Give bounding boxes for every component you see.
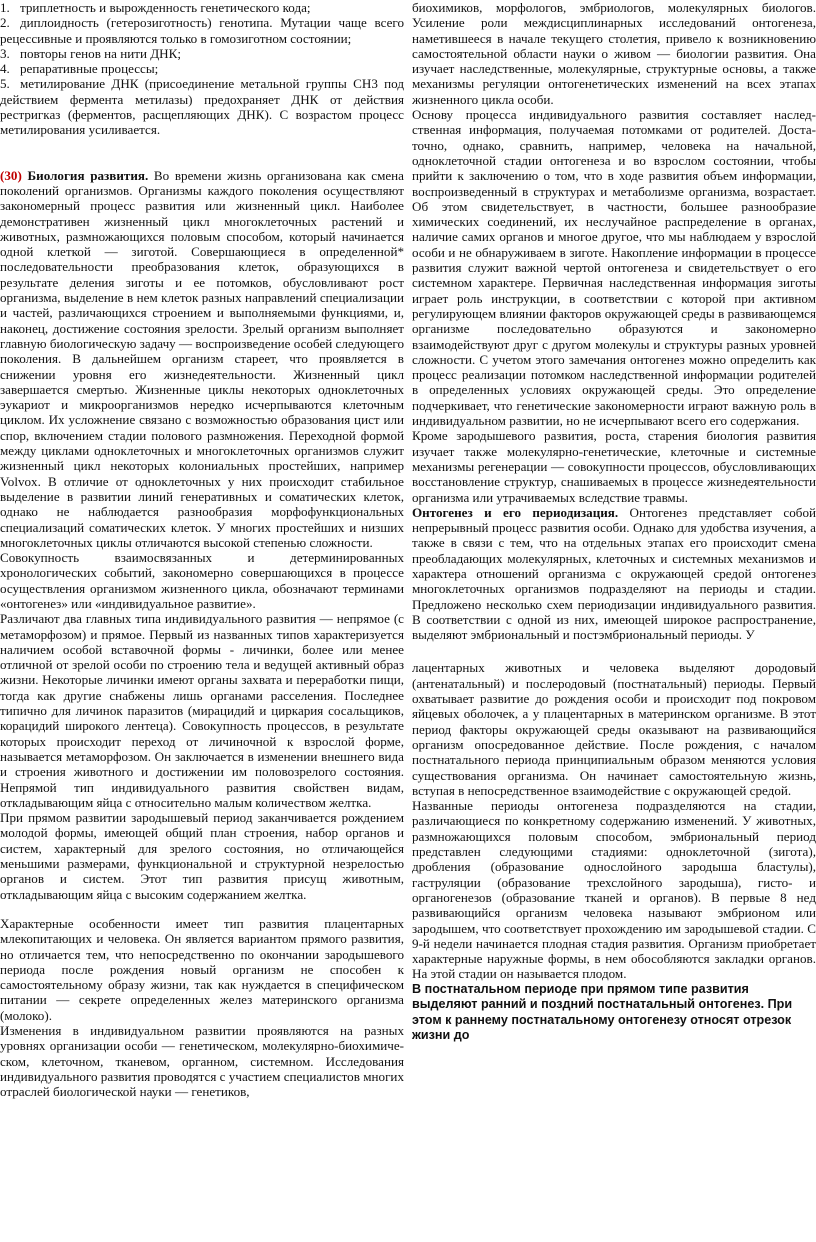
paragraph: Характерные особенности имеет тип развития плацентарных млекопитающих и человека. Он является вариантом прямого развития, но отличается тем, что непосредственно по окончании зародышевого периода после рождения новый организм не способен к самостоятельному образу жизни, так как нуждается в специфическом питании — секрете определенных желез материнского организма (молоко). [0, 915, 404, 1023]
list-number: 1. [0, 0, 10, 15]
right-column [412, 0, 816, 1043]
paragraph-text: Онтогенез представляет собой непрерывный процесс развития особи. Однако для удобства изучения, а также в связи с тем, что на отдельных этапах его происходит смена преобладающих молекулярных, клеточных и системных механизмов и характера отношений организма с окружающей средой онтогенез многоклеточных организмов подразделяют на периоды и стадии. Предложено несколько схем периодизации индивидуального развития. В соответствии с одной из них, имеющей широкое распространение, выделяют эмбриональный и постэмбриональный периоды. У [412, 504, 816, 643]
list-number: 2. [0, 15, 10, 31]
paragraph: Основу процесса индивидуального развития составляет наслед-ственная информация, получаемая потомками от родителей. Доста-точно, однако, сравнить, например, человека на начальной, одноклеточной стадии онтогенеза и во взрослом состоянии, чтобы прийти к заключению о том, что в ходе развития объем информации, воспроизведенный в структурах и метаболизме организма, возрастает. Об этом свидетельствует, в частности, большее разнообразие химических соединений, их неслучайное распределение в органах, наличие самих органов и многое другое, что мы наблюдаем у взрослой особи и не обнаруживаем в зиготе. Накопление информации в процессе развития служит важной чертой онтогенеза и свидетельствует о его системном характере. Первичная наследственная информация зиготы играет роль инструкции, в соответствии с которой при активном регулирующем влиянии факторов окружающей среды в развивающемся организме последовательно образуются и закономерно взаимодействуют друг с другом молекулы и структуры разных уровней сложности. С учетом этого замечания онтогенез можно определить как процесс реализации потомком наследственной информации родителей в определенных условиях окружающей среды. Это определение подчеркивает, что генетические закономерности играют важную роль в индивидуальном развитии, но не исчерпывают всего его содержания. [412, 107, 816, 429]
paragraph: Изменения в индивидуальном развитии проявляются на разных уровнях организации особи — генетическом, молекулярно-биохимиче-ском, клеточном, тканевом, органном, системном. Исследования индивидуального развития проводятся с участием специалистов многих отраслей биологической науки — генетиков, [0, 1023, 404, 1100]
section-paragraph [0, 168, 404, 550]
list-item [0, 0, 404, 15]
paragraph: Названные периоды онтогенеза подразделяются на стадии, различающиеся по конкретному содержанию изменений. У животных, размножающихся половым способом, эмбриональный период представлен следующими стадиями: одноклеточной (зигота), дробления (образование однослойного зародыша бластулы), гаструляции (образование трехслойного зародыша), гисто- и органогенезов (образование тканей и органов). В первые 8 нед развивающийся организм человека называют эмбрионом или зародышем, что соответствует прохождению им зародышевой стадии. С 9-й недели начинается плодная стадия развития. Организм приобретает характерные наружные формы, в нем обособляются закладки органов. На этой стадии он называется плодом. [412, 798, 816, 982]
list-item [0, 46, 404, 61]
list-text: диплоидность (гетерозиготность) генотипа. Мутации чаще всего рецессивные и проявляются только в гомозиготном состоянии; [0, 15, 404, 46]
list-text: репаративные процессы; [20, 61, 159, 77]
section-number: (30) [0, 167, 22, 183]
paragraph: Кроме зародышевого развития, роста, старения биология развития изучает также молекулярно-генетические, клеточные и системные механизмы регенерации — совокупности процессов, обусловливающих восстановление структур, снашиваемых в процессе жизнедеятельности организма или утрачиваемых вследствие травмы. [412, 428, 816, 505]
list-number: 4. [0, 61, 10, 77]
paragraph: Различают два главных типа индивидуального развития — непрямое (с метаморфозом) и прямое. Первый из названных типов характеризуется наличием особой вставочной формы - личинки, более или менее отличной от зрелой особи по строению тела и ведущей активный образ жизни. Некоторые личинки имеют органы захвата и переработки пищи, тогда как другие снабжены лишь органами расселения. Последнее типично для личинок паразитов (мирацидий и циркария сосальщиков, корацидий широкого лентеца). Совокупность процессов, в результате которых происходит переход от личиночной к взрослой форме, называется метаморфозом. Он заключается в изменении внешнего вида и строения животного и достижении им половозрелого состояния. Непрямой тип индивидуального развития свойствен видам, откладывающим яйца с относительно малым количеством желтка. [0, 611, 404, 810]
list-text: метилирование ДНК (присоединение метальной группы СН3 под действием фермента метилазы) предохраняет ДНК от действия рестригказ (ферментов, расщепляющих ДНК). С возрастом процесс метилирования усиливается. [0, 76, 404, 138]
paragraph: биохимиков, морфологов, эмбриологов, молекулярных биологов. Усиление роли междисциплинарных исследований онтогенеза, наметившееся в начале текущего столетия, привело к возникновению самостоятельной области науки о живом — биологии развития. Она изучает наследственные, молекулярные, структурные основы, а также механизмы регуляции онтогенетических изменений на всех этапах жизненного цикла особи. [412, 0, 816, 107]
section-title: Онтогенез и его периодизация. [412, 504, 619, 520]
paragraph: При прямом развитии зародышевый период заканчивается рождением молодой формы, имеющей общий план строения, набор органов и систем, характерный для зрелого состояния, но отличающейся меньшими размерами, функциональной и структурной незрелостью органов и систем. Этот тип развития присущ животным, откладывающим яйца с высоким содержанием желтка. [0, 810, 404, 902]
paragraph: Совокупность взаимосвязанных и детерминированных хронологических событий, закономерно совершающихся в процессе осуществления организмом жизненного цикла, обозначают терминами «онтогенез» или «индивидуальное развитие». [0, 550, 404, 611]
list-item [0, 15, 404, 46]
list-text: триплетность и вырожденность генетического кода; [20, 0, 311, 15]
paragraph: лацентарных животных и человека выделяют дородовый (антенатальный) и послеродовый (постнатальный) периоды. Первый охватывает развитие до рождения особи и происходит под покровом яйцевых оболочек, а у плацентарных в материнском организме. В этот период факторы окружающей среды оказывают на развивающийся организм опосредованное действие. После рождения, с началом постнатального периода принципиальным образом меняются условия существования организма. Он начинает самостоятельную жизнь, вступая в непосредственное взаимодействие с окружающей средой. [412, 660, 816, 798]
list-item [0, 76, 404, 137]
section-paragraph [412, 505, 816, 643]
section-title: Биология развития. [27, 167, 149, 183]
left-column [0, 0, 404, 1099]
bold-paragraph: В постнатальном периоде при прямом типе развития выделяют ранний и поздний постнатальный онтогенез. При этом к раннему постнатальному онтогенезу относят отрезок жизни до [412, 981, 793, 1042]
list-number: 5. [0, 76, 10, 92]
mechanisms-list [0, 0, 404, 138]
list-number: 3. [0, 45, 10, 61]
paragraph-text: Во времени жизнь организована как смена поколений организмов. Организмы каждого поколения осуществляют закономерный процесс развития или жизненный цикл. Наиболее демонстративен жизненный цикл многоклеточных растений и животных, размножающихся половым способом, который начинается одной клеткой — зиготой. Совершающиеся в определенной* последовательности преобразования клеток, образующихся в результате деления зиготы и ее потомков, обусловливают рост организма, выделение в нем клеток разных направлений специализации и частей, различающихся строением и выполняемыми функциями, и, наконец, достижение состояния зрелости. Зрелый организм выполняет главную биологическую задачу — воспроизведение особей следующего поколения. В дальнейшем организм стареет, что проявляется в снижении уровня его жизнедеятельности. Жизненный цикл завершается смертью. Жизненные циклы некоторых одноклеточных эукариот и микроорганизмов нередко исчерпываются клеточным циклом. Их усложнение связано с возможностью образования цист или спор, включением стадии полового размножения. Переходной формой между циклами одноклеточных и многоклеточных организмов служит жизненный цикл некоторых колониальных простейших, например Volvox. В отличие от одноклеточных у них происходит стабильное выделение в развитии линий генеративных и соматических клеток, однако не наблюдается разнообразия морфофункциональных специализаций соматических клеток. У многих простейших и низших многоклеточных циклы отличаются высокой степенью сложности. [0, 167, 405, 550]
list-item [0, 61, 404, 76]
list-text: повторы генов на нити ДНК; [20, 45, 182, 61]
